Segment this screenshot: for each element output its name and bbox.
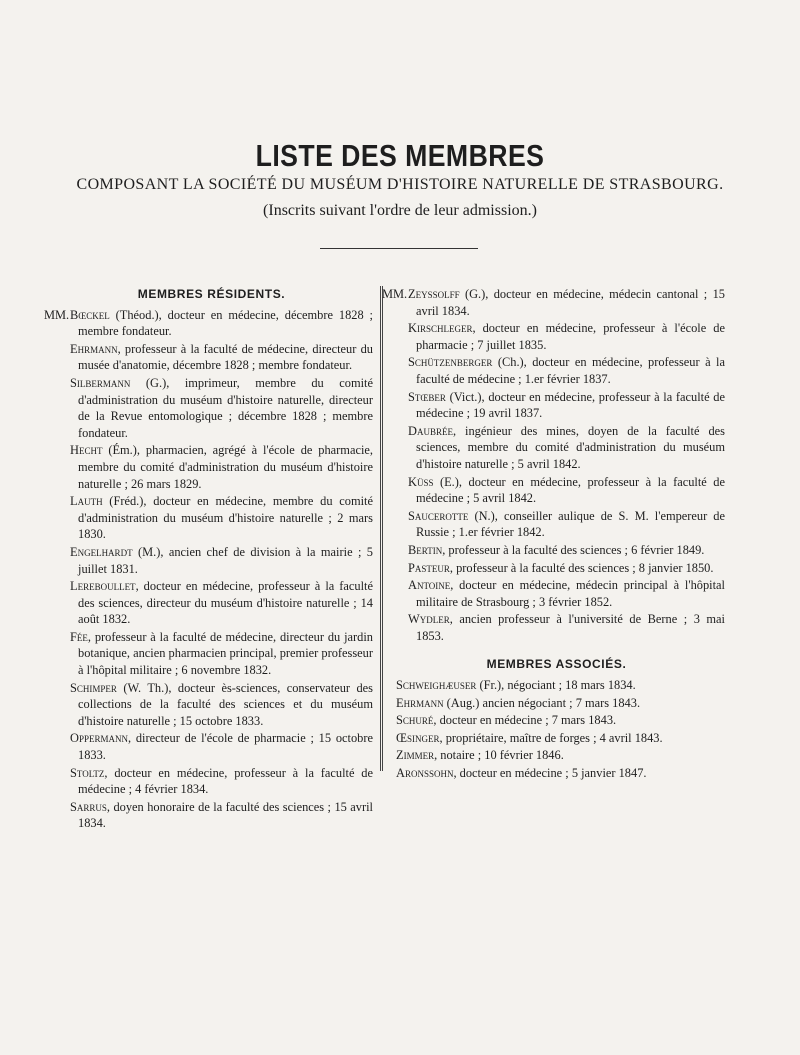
- member-entry: [388, 542, 725, 559]
- member-details: , docteur en médecine, professeur à la faculté des sciences, directeur du muséum d'histoire naturelle ; 14 août 1832.: [78, 579, 373, 627]
- member-details: (W. Th.), docteur ès-sciences, conservateur des collections de la faculté des sciences et du muséum d'histoire naturelle ; 15 octobre 1833.: [78, 680, 373, 728]
- member-entry: [50, 578, 373, 628]
- member-entry: [388, 354, 725, 387]
- member-name: Schuré: [396, 713, 434, 728]
- member-name: Schweighæuser: [396, 678, 477, 693]
- member-details: (Ch.), docteur en médecine, professeur à la faculté de médecine ; 1.er février 1837.: [416, 355, 725, 386]
- member-name: Silbermann: [70, 375, 131, 390]
- member-entry: [388, 712, 725, 729]
- member-name: Kirschleger: [408, 321, 473, 336]
- member-entry: [50, 799, 373, 832]
- admission-note: (Inscrits suivant l'ordre de leur admission.): [263, 202, 537, 219]
- mm-prefix: MM.: [382, 287, 408, 301]
- member-entry: [50, 493, 373, 543]
- member-entry: [388, 747, 725, 764]
- member-name: Fée: [70, 629, 88, 644]
- member-entry: [50, 341, 373, 374]
- member-details: , professeur à la faculté de médecine, directeur du jardin botanique, ancien pharmacien principal, premier professeur à l'hôpital militaire ; 6 novembre 1832.: [78, 629, 373, 678]
- member-name: Daubrée: [408, 423, 453, 438]
- member-name: Schimper: [70, 680, 117, 695]
- member-details: , professeur à la faculté des sciences ; 8 janvier 1850.: [449, 560, 714, 575]
- member-name: Aronssohn: [396, 766, 454, 781]
- left-column: [44, 286, 373, 833]
- member-name: Schützenberger: [408, 355, 493, 370]
- page-title: LISTE DES MEMBRES: [255, 138, 545, 173]
- member-entry: [388, 677, 725, 694]
- member-entry: [44, 307, 373, 340]
- member-name: Stoltz: [70, 765, 105, 780]
- member-details: , doyen honoraire de la faculté des sciences ; 15 avril 1834.: [78, 799, 373, 831]
- member-entry: [388, 560, 725, 577]
- member-details: (Théod.), docteur en médecine, décembre 1828 ; membre fondateur.: [78, 307, 373, 339]
- member-name: Stœber: [408, 389, 446, 404]
- member-details: (Ém.), pharmacien, agrégé à l'école de pharmacie, membre du comité d'administration du muséum d'histoire naturelle ; 26 mars 1829.: [78, 443, 373, 491]
- member-entry: [388, 389, 725, 422]
- member-name: Küss: [408, 474, 434, 489]
- member-details: (Aug.) ancien négociant ; 7 mars 1843.: [443, 695, 641, 710]
- member-name: Hecht: [70, 443, 103, 458]
- member-entry: [388, 320, 725, 353]
- mm-prefix: MM.: [44, 307, 70, 322]
- member-details: (Fr.), négociant ; 18 mars 1834.: [476, 678, 636, 693]
- right-column: [382, 286, 725, 783]
- member-entry: [50, 544, 373, 577]
- member-details: (Fréd.), docteur en médecine, membre du comité d'administration du muséum d'histoire naturelle ; 2 mars 1830.: [78, 494, 373, 542]
- member-name: Zeyssolff: [408, 287, 460, 301]
- member-details: , professeur à la faculté de médecine, directeur du musée d'anatomie, décembre 1828 ; membre fondateur.: [78, 341, 373, 373]
- residents-heading: MEMBRES RÉSIDENTS.: [137, 287, 286, 301]
- member-entry: [388, 730, 725, 747]
- member-entry: [50, 629, 373, 679]
- member-entry: [388, 577, 725, 610]
- column-divider: [380, 286, 383, 771]
- member-entry: [50, 730, 373, 763]
- member-name: Oppermann: [70, 731, 128, 746]
- title-rule: [320, 248, 478, 249]
- member-details: , ingénieur des mines, doyen de la faculté des sciences, membre du comité d'administration du muséum d'histoire naturelle ; 5 avril 1842.: [416, 423, 725, 471]
- member-name: Bertin: [408, 542, 443, 557]
- member-entry: [50, 765, 373, 798]
- associates-heading: MEMBRES ASSOCIÉS.: [486, 657, 627, 672]
- member-details: (N.), conseiller aulique de S. M. l'empereur de Russie ; 1.er février 1842.: [416, 508, 725, 540]
- member-details: , notaire ; 10 février 1846.: [434, 748, 564, 763]
- member-name: Antoine: [408, 578, 451, 593]
- member-name: Ehrmann: [70, 341, 118, 356]
- member-name: Sarrus: [70, 799, 107, 814]
- member-name: Pasteur: [408, 560, 450, 575]
- member-name: Lauth: [70, 494, 103, 509]
- member-details: , propriétaire, maître de forges ; 4 avril 1843.: [439, 730, 663, 745]
- member-details: , docteur en médecine ; 5 janvier 1847.: [453, 766, 647, 781]
- member-details: , docteur en médecine, médecin principal à l'hôpital militaire de Strasbourg ; 3 février 1852.: [416, 578, 725, 609]
- member-details: , docteur en médecine, professeur à la faculté de médecine ; 4 février 1834.: [78, 765, 373, 797]
- member-details: (E.), docteur en médecine, professeur à la faculté de médecine ; 5 avril 1842.: [416, 474, 725, 506]
- member-entry: [388, 474, 725, 507]
- member-name: Zimmer: [396, 748, 435, 763]
- member-entry: [388, 508, 725, 541]
- member-name: Engelhardt: [70, 544, 133, 559]
- member-details: , docteur en médecine ; 7 mars 1843.: [433, 713, 617, 728]
- residents-list-left: [44, 307, 373, 832]
- member-name: Œsinger: [396, 730, 440, 745]
- residents-list-right: [382, 286, 725, 644]
- member-details: (G.), imprimeur, membre du comité d'administration du muséum d'histoire naturelle, directeur de la Revue entomologique ; décembre 1828 ; membre fondateur.: [78, 375, 373, 440]
- member-details: , professeur à la faculté des sciences ; 6 février 1849.: [442, 542, 705, 557]
- member-entry: [382, 286, 725, 319]
- member-entry: [50, 680, 373, 730]
- member-name: Bœckel: [70, 307, 110, 322]
- member-name: Wydler: [408, 612, 450, 627]
- member-details: , directeur de l'école de pharmacie ; 15 octobre 1833.: [78, 731, 373, 763]
- member-entry: [388, 423, 725, 473]
- page-subtitle: COMPOSANT LA SOCIÉTÉ DU MUSÉUM D'HISTOIRE NATURELLE DE STRASBOURG.: [76, 176, 724, 193]
- member-name: Lereboullet: [70, 579, 136, 594]
- member-entry: [388, 611, 725, 644]
- member-details: (M.), ancien chef de division à la mairie ; 5 juillet 1831.: [78, 544, 373, 576]
- member-details: , ancien professeur à l'université de Berne ; 3 mai 1853.: [416, 612, 725, 643]
- member-entry: [50, 442, 373, 492]
- member-details: (G.), docteur en médecine, médecin cantonal ; 15 avril 1834.: [416, 287, 725, 318]
- member-name: Saucerotte: [408, 508, 469, 523]
- associates-list: [388, 677, 725, 782]
- member-details: (Vict.), docteur en médecine, professeur à la faculté de médecine ; 19 avril 1837.: [416, 389, 725, 421]
- member-entry: [388, 765, 725, 782]
- member-entry: [50, 375, 373, 441]
- member-details: , docteur en médecine, professeur à l'école de pharmacie ; 7 juillet 1835.: [416, 321, 725, 352]
- member-entry: [388, 695, 725, 712]
- member-name: Ehrmann: [396, 695, 444, 710]
